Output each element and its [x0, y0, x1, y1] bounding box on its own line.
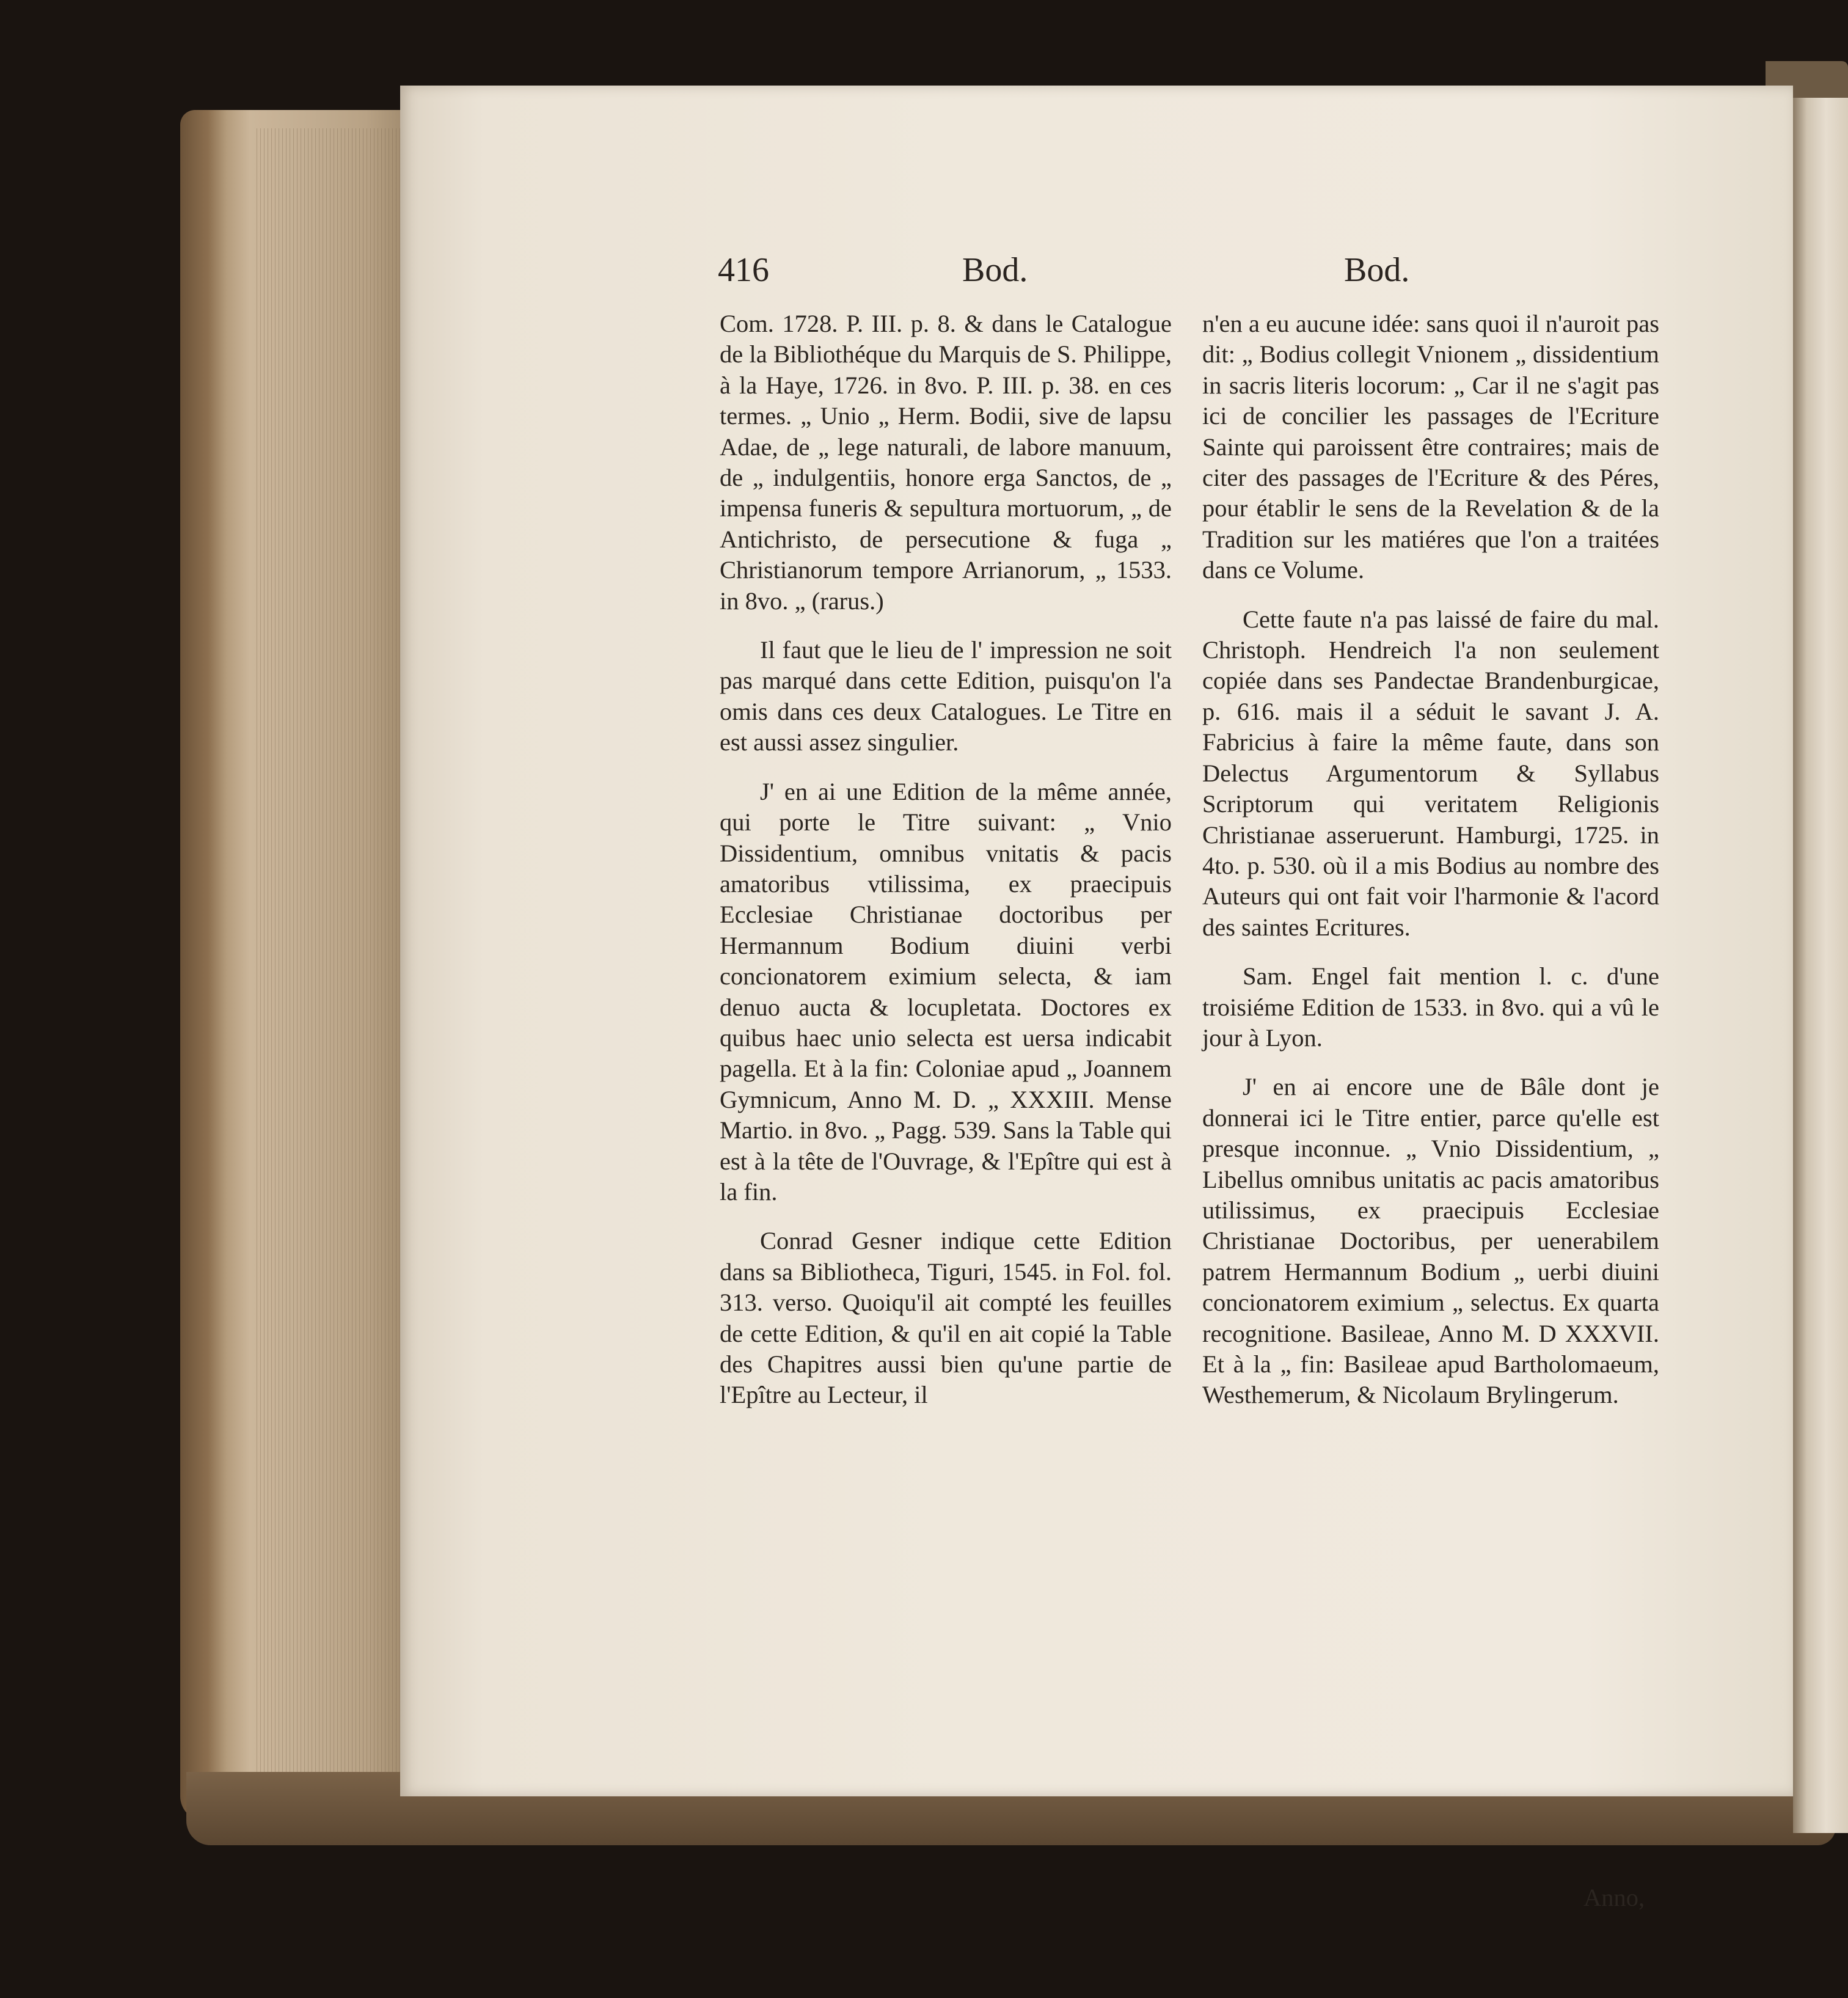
page-number: 416 [718, 251, 769, 289]
paragraph: Il faut que le lieu de l' impression ne soit pas marqué dans cette Edition, puisqu'on l'a omis dans ces deux Catalogues. Le Titre en est aussi assez singulier. [720, 636, 1172, 756]
running-head-left: Bod. [962, 251, 1028, 289]
page-edges [257, 128, 403, 1802]
facing-page [1793, 98, 1848, 1833]
paragraph: Cette faute n'a pas laissé de faire du mal. Christoph. Hendreich l'a non seulement copiée dans ses Pandectae Brandenburgicae, p. 616. mais il a séduit le savant J. A. Fabricius à faire la même faute, dans son Delectus Argumentorum & Syllabus Scriptorum qui veritatem Religionis Christianae asseruerunt. Hamburgi, 1725. in 4to. p. 530. où il a mis Bodius au nombre des Auteurs qui ont fait voir l'harmonie & l'acord des saintes Ecritures. [1202, 605, 1659, 941]
paragraph: J' en ai une Edition de la même année, qui porte le Titre suivant: „ Vnio Dissidentium, omnibus vnitatis & pacis amatoribus vtilissima, ex praecipuis Ecclesiae Christianae doctoribus per Hermannum Bodium diuini verbi concionatorem eximium selecta, & iam denuo aucta & locupletata. Doctores ex quibus haec unio selecta est uersa indicabit pagella. Et à la fin: Coloniae apud „ Joannem Gymnicum, Anno M. D. „ XXXIII. Mense Martio. in 8vo. „ Pagg. 539. Sans la Table qui est à la tête de l'Ouvrage, & l'Epître qui est à la fin. [720, 777, 1172, 1206]
paragraph: Conrad Gesner indique cette Edition dans sa Bibliotheca, Tiguri, 1545. in Fol. fol. 313. verso. Quoiqu'il ait compté les feuilles de cette Edition, & qu'il en ait copié la Table des Chapitres aussi bien qu'une partie de l'Epître au Lecteur, il [720, 1227, 1172, 1409]
running-head-right: Bod. [1344, 251, 1410, 289]
paragraph: Com. 1728. P. III. p. 8. & dans le Catalogue de la Bibliothéque du Marquis de S. Philippe, à la Haye, 1726. in 8vo. P. III. p. 38. en ces termes. „ Unio „ Herm. Bodii, sive de lapsu Adae, de „ lege naturali, de labore manuum, de „ indulgentiis, honore erga Sanctos, de „ impensa funeris & sepultura mortuorum, „ de Antichristo, de persecutione & fuga „ Christianorum tempore Arrianorum, „ 1533. in 8vo. „ (rarus.) [720, 310, 1172, 615]
right-column [1202, 309, 1659, 1429]
paragraph: J' en ai encore une de Bâle dont je donnerai ici le Titre entier, parce qu'elle est presque inconnue. „ Vnio Dissidentium, „ Libellus omnibus unitatis ac pacis amatoribus utilissimus, ex praecipuis Ecclesiae Christianae Doctoribus, per uenerabilem patrem Hermannum Bodium „ uerbi diuini concionatorem eximium „ selectus. Ex quarta recognitione. Basileae, Anno M. D XXXVII. Et à la „ fin: Basileae apud Bartholomaeum, Westhemerum, & Nicolaum Brylingerum. [1202, 1073, 1659, 1409]
catchword: Anno, [1583, 1884, 1645, 1911]
paragraph: n'en a eu aucune idée: sans quoi il n'auroit pas dit: „ Bodius collegit Vnionem „ dissidentium in sacris literis locorum: „ Car il ne s'agit pas ici de concilier les passages de l'Ecriture Sainte qui paroissent être contraires; mais de citer des passages de l'Ecriture & des Péres, pour établir le sens de la Revelation & de la Tradition sur les matiéres que l'on a traitées dans ce Volume. [1202, 310, 1659, 584]
left-column [720, 309, 1172, 1429]
paragraph: Sam. Engel fait mention l. c. d'une troisiéme Edition de 1533. in 8vo. qui a vû le jour à Lyon. [1202, 962, 1659, 1052]
